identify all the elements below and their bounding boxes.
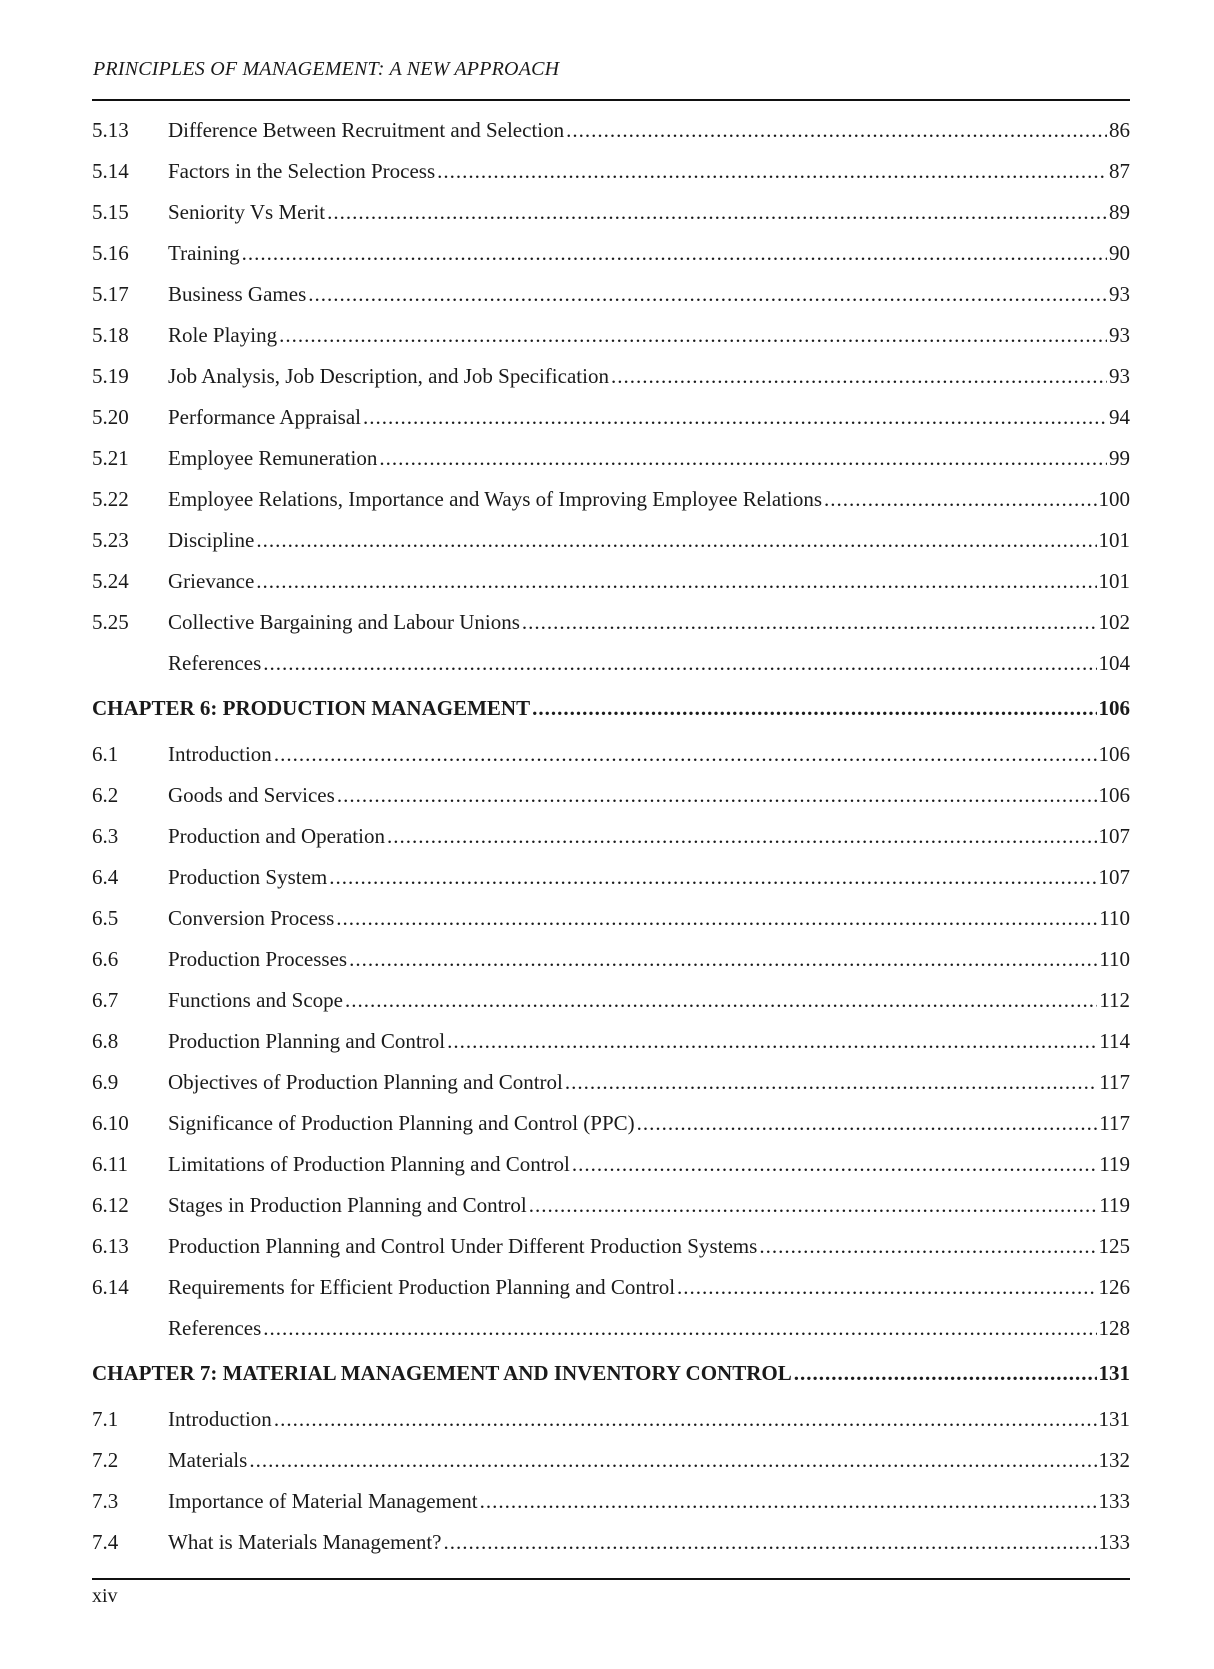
page-number: 107 (1098, 865, 1130, 889)
toc-entry (92, 110, 1130, 151)
page-number: 90 (1109, 241, 1130, 265)
section-title: Role Playing (168, 323, 278, 347)
section-title: Requirements for Efficient Production Planning and Control (168, 1275, 676, 1299)
dot-leader (279, 315, 1107, 356)
section-title: Stages in Production Planning and Control (168, 1193, 527, 1217)
dot-leader (345, 980, 1097, 1021)
toc-entry (92, 520, 1130, 561)
dot-leader (256, 561, 1096, 602)
toc-entry (92, 1021, 1130, 1062)
section-number: 5.20 (92, 405, 129, 429)
dot-leader (572, 1144, 1097, 1185)
chapter-title: CHAPTER 6: PRODUCTION MANAGEMENT (92, 696, 531, 720)
page-number: 102 (1098, 610, 1130, 634)
section-title: Grievance (168, 569, 255, 593)
section-number: 5.13 (92, 118, 129, 142)
section-title: Importance of Material Management (168, 1489, 478, 1513)
toc-entry (92, 898, 1130, 939)
toc-entry (92, 857, 1130, 898)
toc-entry (92, 1103, 1130, 1144)
toc-entry (92, 397, 1130, 438)
section-title: Training (168, 241, 240, 265)
section-title: Employee Relations, Importance and Ways of Improving Employee Relations (168, 487, 823, 511)
page-number: 131 (1098, 1361, 1130, 1385)
dot-leader (274, 1399, 1097, 1440)
dot-leader (443, 1522, 1096, 1563)
toc-entry (92, 602, 1130, 643)
page-number: 114 (1099, 1029, 1130, 1053)
dot-leader (263, 1308, 1096, 1349)
dot-leader (529, 1185, 1098, 1226)
section-number: 6.10 (92, 1111, 129, 1135)
toc-entry (92, 479, 1130, 520)
toc-entry (92, 561, 1130, 602)
page-number: 107 (1098, 824, 1130, 848)
dot-leader (565, 1062, 1097, 1103)
toc-entry (92, 1481, 1130, 1522)
toc-entry (92, 1144, 1130, 1185)
page-number: 93 (1109, 282, 1130, 306)
page-number: 93 (1109, 323, 1130, 347)
dot-leader (566, 110, 1107, 151)
section-number: 6.7 (92, 988, 119, 1012)
toc-entry (92, 356, 1130, 397)
section-number: 5.21 (92, 446, 129, 470)
toc-entry-references (92, 1308, 1130, 1349)
dot-leader (363, 397, 1107, 438)
dot-leader (447, 1021, 1097, 1062)
page-number: 119 (1099, 1193, 1130, 1217)
section-title: Significance of Production Planning and Control (PPC) (168, 1111, 635, 1135)
section-number: 6.8 (92, 1029, 119, 1053)
section-number: 6.3 (92, 824, 119, 848)
page-number: 94 (1109, 405, 1130, 429)
section-title: Materials (168, 1448, 248, 1472)
dot-leader (242, 233, 1107, 274)
page-number: 117 (1099, 1070, 1130, 1094)
section-number: 5.16 (92, 241, 129, 265)
section-number: 7.2 (92, 1448, 119, 1472)
toc-entry (92, 1522, 1130, 1563)
dot-leader (263, 643, 1096, 684)
page-number: 99 (1109, 446, 1130, 470)
dot-leader (611, 356, 1107, 397)
toc-entry (92, 734, 1130, 775)
section-number: 5.17 (92, 282, 129, 306)
toc-entry (92, 775, 1130, 816)
toc-entry (92, 1226, 1130, 1267)
page-number: 128 (1098, 1316, 1130, 1340)
section-number: 6.12 (92, 1193, 129, 1217)
section-number: 5.14 (92, 159, 129, 183)
toc-entry (92, 980, 1130, 1021)
toc-entry-references (92, 643, 1130, 684)
chapter-title: CHAPTER 7: MATERIAL MANAGEMENT AND INVENTORY CONTROL (92, 1361, 792, 1385)
dot-leader (336, 898, 1097, 939)
section-title: References (168, 651, 262, 675)
section-title: Introduction (168, 1407, 272, 1431)
section-title: Business Games (168, 282, 307, 306)
dot-leader (308, 274, 1107, 315)
dot-leader (437, 151, 1107, 192)
page-number: 133 (1098, 1489, 1130, 1513)
page-number: 110 (1099, 906, 1130, 930)
dot-leader (327, 192, 1107, 233)
toc-entry (92, 438, 1130, 479)
section-title: Production System (168, 865, 328, 889)
section-title: Production Processes (168, 947, 348, 971)
table-of-contents (92, 110, 1130, 1563)
section-title: Introduction (168, 742, 272, 766)
page-number: 101 (1098, 528, 1130, 552)
section-title: Conversion Process (168, 906, 335, 930)
toc-entry (92, 315, 1130, 356)
section-title: References (168, 1316, 262, 1340)
toc-entry (92, 233, 1130, 274)
section-title: Performance Appraisal (168, 405, 362, 429)
section-number: 6.9 (92, 1070, 119, 1094)
page-number: 89 (1109, 200, 1130, 224)
toc-entry (92, 274, 1130, 315)
page-number: 104 (1098, 651, 1130, 675)
page-number: 117 (1099, 1111, 1130, 1135)
section-number: 5.25 (92, 610, 129, 634)
page-number: 110 (1099, 947, 1130, 971)
section-number: 7.1 (92, 1407, 119, 1431)
section-title: Difference Between Recruitment and Selection (168, 118, 565, 142)
page-number: 101 (1098, 569, 1130, 593)
page-folio: xiv (92, 1585, 118, 1607)
section-title: Functions and Scope (168, 988, 343, 1012)
section-number: 5.22 (92, 487, 129, 511)
section-title: Seniority Vs Merit (168, 200, 326, 224)
dot-leader (480, 1481, 1097, 1522)
section-title: Employee Remuneration (168, 446, 378, 470)
toc-entry (92, 1185, 1130, 1226)
page-number: 86 (1109, 118, 1130, 142)
section-number: 6.5 (92, 906, 119, 930)
toc-entry (92, 1399, 1130, 1440)
section-title: Production Planning and Control (168, 1029, 446, 1053)
running-header: PRINCIPLES OF MANAGEMENT: A NEW APPROACH (93, 58, 560, 80)
page-number: 112 (1099, 988, 1130, 1012)
dot-leader (349, 939, 1097, 980)
section-number: 5.23 (92, 528, 129, 552)
section-title: Production and Operation (168, 824, 385, 848)
toc-entry (92, 1440, 1130, 1481)
section-title: Job Analysis, Job Description, and Job Specification (168, 364, 609, 388)
dot-leader (274, 734, 1097, 775)
header-rule (92, 99, 1130, 101)
page-number: 119 (1099, 1152, 1130, 1176)
section-number: 6.1 (92, 742, 119, 766)
dot-leader (387, 816, 1097, 857)
section-number: 6.2 (92, 783, 119, 807)
page-number: 125 (1098, 1234, 1130, 1258)
section-title: Objectives of Production Planning and Control (168, 1070, 563, 1094)
section-title: Factors in the Selection Process (168, 159, 436, 183)
dot-leader (337, 775, 1097, 816)
chapter-heading (92, 1351, 1130, 1395)
toc-entry (92, 192, 1130, 233)
page-number: 131 (1098, 1407, 1130, 1431)
section-title: Discipline (168, 528, 255, 552)
toc-entry (92, 939, 1130, 980)
toc-entry (92, 151, 1130, 192)
section-number: 5.18 (92, 323, 129, 347)
section-title: What is Materials Management? (168, 1530, 442, 1554)
page-number: 106 (1098, 783, 1130, 807)
dot-leader (759, 1226, 1096, 1267)
dot-leader (677, 1267, 1096, 1308)
toc-entry (92, 816, 1130, 857)
page-number: 106 (1098, 742, 1130, 766)
section-number: 6.14 (92, 1275, 129, 1299)
chapter-heading (92, 686, 1130, 730)
page-number: 100 (1098, 487, 1130, 511)
dot-leader (329, 857, 1096, 898)
page-number: 93 (1109, 364, 1130, 388)
page-number: 87 (1109, 159, 1130, 183)
dot-leader (637, 1103, 1098, 1144)
section-title: Collective Bargaining and Labour Unions (168, 610, 520, 634)
dot-leader (256, 520, 1096, 561)
dot-leader (249, 1440, 1096, 1481)
section-number: 6.11 (92, 1152, 128, 1176)
section-number: 7.4 (92, 1530, 119, 1554)
dot-leader (794, 1351, 1097, 1395)
dot-leader (522, 602, 1097, 643)
dot-leader (532, 686, 1096, 730)
section-number: 6.4 (92, 865, 119, 889)
section-number: 6.6 (92, 947, 119, 971)
section-title: Production Planning and Control Under Different Production Systems (168, 1234, 758, 1258)
page-number: 106 (1098, 696, 1130, 720)
section-number: 5.19 (92, 364, 129, 388)
section-number: 5.15 (92, 200, 129, 224)
page-number: 126 (1098, 1275, 1130, 1299)
section-number: 7.3 (92, 1489, 119, 1513)
section-number: 6.13 (92, 1234, 129, 1258)
footer-rule (92, 1578, 1130, 1580)
toc-entry (92, 1267, 1130, 1308)
page-number: 132 (1098, 1448, 1130, 1472)
dot-leader (379, 438, 1107, 479)
page-number: 133 (1098, 1530, 1130, 1554)
section-title: Goods and Services (168, 783, 335, 807)
section-title: Limitations of Production Planning and Control (168, 1152, 570, 1176)
toc-entry (92, 1062, 1130, 1103)
dot-leader (824, 479, 1096, 520)
section-number: 5.24 (92, 569, 129, 593)
